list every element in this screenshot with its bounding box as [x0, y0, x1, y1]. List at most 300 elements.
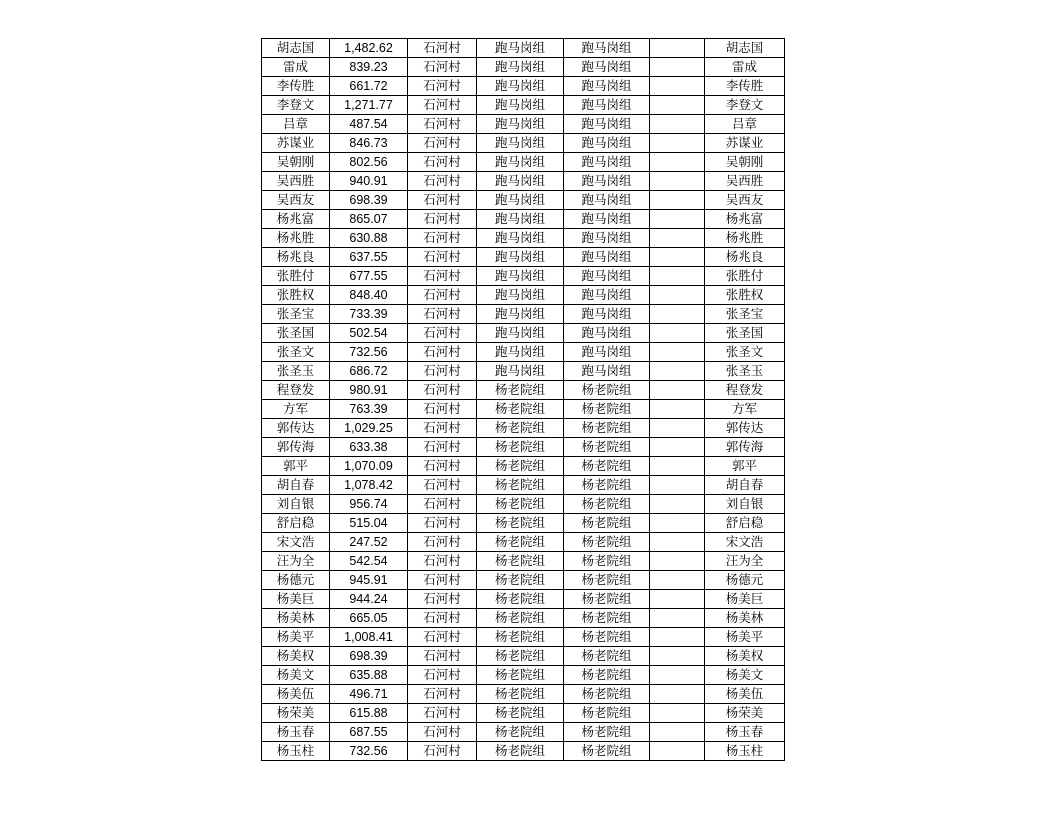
amount-cell: 956.74 — [330, 495, 408, 514]
table-row — [262, 248, 785, 267]
name-cell-2: 杨玉柱 — [705, 742, 785, 761]
village-cell: 石河村 — [408, 457, 477, 476]
village-cell: 石河村 — [408, 267, 477, 286]
amount-cell: 1,482.62 — [330, 39, 408, 58]
name-cell: 郭传达 — [262, 419, 330, 438]
table-row — [262, 400, 785, 419]
group-cell: 杨老院组 — [477, 381, 564, 400]
name-cell: 胡自春 — [262, 476, 330, 495]
group-cell: 跑马岗组 — [477, 115, 564, 134]
amount-cell: 633.38 — [330, 438, 408, 457]
amount-cell: 677.55 — [330, 267, 408, 286]
table-row — [262, 628, 785, 647]
amount-cell: 1,008.41 — [330, 628, 408, 647]
amount-cell: 1,029.25 — [330, 419, 408, 438]
empty-cell — [650, 381, 705, 400]
group-cell: 杨老院组 — [477, 609, 564, 628]
village-cell: 石河村 — [408, 115, 477, 134]
village-cell: 石河村 — [408, 552, 477, 571]
group-cell: 跑马岗组 — [477, 134, 564, 153]
village-cell: 石河村 — [408, 533, 477, 552]
name-cell-2: 杨兆富 — [705, 210, 785, 229]
empty-cell — [650, 666, 705, 685]
group-cell-2: 杨老院组 — [564, 742, 650, 761]
group-cell: 杨老院组 — [477, 704, 564, 723]
name-cell: 苏谋业 — [262, 134, 330, 153]
group-cell-2: 杨老院组 — [564, 723, 650, 742]
group-cell-2: 跑马岗组 — [564, 305, 650, 324]
amount-cell: 1,070.09 — [330, 457, 408, 476]
empty-cell — [650, 191, 705, 210]
group-cell: 杨老院组 — [477, 514, 564, 533]
village-cell: 石河村 — [408, 704, 477, 723]
empty-cell — [650, 628, 705, 647]
empty-cell — [650, 134, 705, 153]
group-cell: 杨老院组 — [477, 438, 564, 457]
name-cell-2: 宋文浩 — [705, 533, 785, 552]
empty-cell — [650, 400, 705, 419]
data-table — [261, 38, 785, 761]
empty-cell — [650, 58, 705, 77]
group-cell-2: 跑马岗组 — [564, 210, 650, 229]
group-cell: 杨老院组 — [477, 476, 564, 495]
group-cell: 跑马岗组 — [477, 153, 564, 172]
group-cell: 跑马岗组 — [477, 39, 564, 58]
village-cell: 石河村 — [408, 381, 477, 400]
amount-cell: 615.88 — [330, 704, 408, 723]
village-cell: 石河村 — [408, 134, 477, 153]
group-cell-2: 跑马岗组 — [564, 267, 650, 286]
empty-cell — [650, 172, 705, 191]
village-cell: 石河村 — [408, 77, 477, 96]
name-cell: 胡志国 — [262, 39, 330, 58]
name-cell-2: 方军 — [705, 400, 785, 419]
name-cell-2: 杨荣美 — [705, 704, 785, 723]
name-cell: 杨兆富 — [262, 210, 330, 229]
group-cell-2: 杨老院组 — [564, 438, 650, 457]
name-cell: 杨美权 — [262, 647, 330, 666]
name-cell-2: 舒启稳 — [705, 514, 785, 533]
name-cell: 张圣文 — [262, 343, 330, 362]
empty-cell — [650, 39, 705, 58]
name-cell: 张圣玉 — [262, 362, 330, 381]
empty-cell — [650, 343, 705, 362]
name-cell: 吴西胜 — [262, 172, 330, 191]
village-cell: 石河村 — [408, 495, 477, 514]
group-cell: 跑马岗组 — [477, 77, 564, 96]
name-cell-2: 张胜付 — [705, 267, 785, 286]
name-cell-2: 胡志国 — [705, 39, 785, 58]
table-row — [262, 96, 785, 115]
empty-cell — [650, 96, 705, 115]
group-cell-2: 跑马岗组 — [564, 324, 650, 343]
table-row — [262, 115, 785, 134]
empty-cell — [650, 286, 705, 305]
group-cell-2: 杨老院组 — [564, 609, 650, 628]
group-cell-2: 跑马岗组 — [564, 229, 650, 248]
village-cell: 石河村 — [408, 590, 477, 609]
group-cell: 跑马岗组 — [477, 172, 564, 191]
group-cell-2: 跑马岗组 — [564, 172, 650, 191]
name-cell: 杨美平 — [262, 628, 330, 647]
amount-cell: 698.39 — [330, 647, 408, 666]
group-cell: 杨老院组 — [477, 723, 564, 742]
group-cell: 跑马岗组 — [477, 305, 564, 324]
group-cell: 杨老院组 — [477, 533, 564, 552]
table-row — [262, 742, 785, 761]
village-cell: 石河村 — [408, 229, 477, 248]
name-cell: 刘自银 — [262, 495, 330, 514]
group-cell: 杨老院组 — [477, 685, 564, 704]
table-row — [262, 647, 785, 666]
village-cell: 石河村 — [408, 362, 477, 381]
group-cell: 跑马岗组 — [477, 96, 564, 115]
group-cell-2: 杨老院组 — [564, 666, 650, 685]
name-cell-2: 杨美权 — [705, 647, 785, 666]
group-cell-2: 杨老院组 — [564, 628, 650, 647]
name-cell-2: 杨德元 — [705, 571, 785, 590]
amount-cell: 839.23 — [330, 58, 408, 77]
name-cell-2: 张圣玉 — [705, 362, 785, 381]
village-cell: 石河村 — [408, 248, 477, 267]
group-cell: 杨老院组 — [477, 552, 564, 571]
name-cell: 张胜权 — [262, 286, 330, 305]
group-cell-2: 跑马岗组 — [564, 191, 650, 210]
group-cell-2: 杨老院组 — [564, 400, 650, 419]
amount-cell: 686.72 — [330, 362, 408, 381]
name-cell: 张圣宝 — [262, 305, 330, 324]
name-cell-2: 吴西友 — [705, 191, 785, 210]
table-body — [262, 39, 785, 761]
village-cell: 石河村 — [408, 286, 477, 305]
group-cell-2: 杨老院组 — [564, 647, 650, 666]
group-cell: 跑马岗组 — [477, 229, 564, 248]
name-cell-2: 刘自银 — [705, 495, 785, 514]
table-row — [262, 134, 785, 153]
name-cell: 杨美林 — [262, 609, 330, 628]
group-cell-2: 跑马岗组 — [564, 248, 650, 267]
table-row — [262, 58, 785, 77]
group-cell: 杨老院组 — [477, 400, 564, 419]
name-cell-2: 吕章 — [705, 115, 785, 134]
group-cell-2: 跑马岗组 — [564, 286, 650, 305]
name-cell-2: 汪为全 — [705, 552, 785, 571]
village-cell: 石河村 — [408, 172, 477, 191]
group-cell-2: 跑马岗组 — [564, 115, 650, 134]
name-cell: 郭传海 — [262, 438, 330, 457]
village-cell: 石河村 — [408, 666, 477, 685]
name-cell-2: 李登文 — [705, 96, 785, 115]
name-cell: 郭平 — [262, 457, 330, 476]
group-cell-2: 跑马岗组 — [564, 362, 650, 381]
table-row — [262, 305, 785, 324]
amount-cell: 698.39 — [330, 191, 408, 210]
table-row — [262, 590, 785, 609]
name-cell: 杨美文 — [262, 666, 330, 685]
name-cell-2: 杨玉春 — [705, 723, 785, 742]
table-row — [262, 457, 785, 476]
empty-cell — [650, 362, 705, 381]
amount-cell: 687.55 — [330, 723, 408, 742]
name-cell-2: 雷成 — [705, 58, 785, 77]
empty-cell — [650, 685, 705, 704]
empty-cell — [650, 571, 705, 590]
group-cell-2: 跑马岗组 — [564, 58, 650, 77]
table-row — [262, 476, 785, 495]
empty-cell — [650, 77, 705, 96]
table-row — [262, 39, 785, 58]
group-cell-2: 杨老院组 — [564, 571, 650, 590]
name-cell-2: 李传胜 — [705, 77, 785, 96]
empty-cell — [650, 723, 705, 742]
group-cell-2: 杨老院组 — [564, 495, 650, 514]
village-cell: 石河村 — [408, 343, 477, 362]
empty-cell — [650, 305, 705, 324]
group-cell-2: 跑马岗组 — [564, 153, 650, 172]
village-cell: 石河村 — [408, 58, 477, 77]
group-cell: 跑马岗组 — [477, 210, 564, 229]
empty-cell — [650, 514, 705, 533]
table-row — [262, 191, 785, 210]
group-cell-2: 跑马岗组 — [564, 134, 650, 153]
name-cell-2: 杨美巨 — [705, 590, 785, 609]
empty-cell — [650, 704, 705, 723]
group-cell: 跑马岗组 — [477, 362, 564, 381]
empty-cell — [650, 115, 705, 134]
name-cell: 方军 — [262, 400, 330, 419]
group-cell-2: 杨老院组 — [564, 514, 650, 533]
village-cell: 石河村 — [408, 609, 477, 628]
name-cell: 李登文 — [262, 96, 330, 115]
table-row — [262, 172, 785, 191]
village-cell: 石河村 — [408, 438, 477, 457]
table-row — [262, 533, 785, 552]
empty-cell — [650, 419, 705, 438]
name-cell: 杨荣美 — [262, 704, 330, 723]
table-row — [262, 571, 785, 590]
table-row — [262, 381, 785, 400]
group-cell: 杨老院组 — [477, 628, 564, 647]
village-cell: 石河村 — [408, 742, 477, 761]
amount-cell: 848.40 — [330, 286, 408, 305]
group-cell: 杨老院组 — [477, 495, 564, 514]
table-row — [262, 419, 785, 438]
amount-cell: 763.39 — [330, 400, 408, 419]
group-cell: 跑马岗组 — [477, 191, 564, 210]
village-cell: 石河村 — [408, 571, 477, 590]
empty-cell — [650, 533, 705, 552]
name-cell-2: 张圣文 — [705, 343, 785, 362]
amount-cell: 944.24 — [330, 590, 408, 609]
amount-cell: 802.56 — [330, 153, 408, 172]
group-cell: 杨老院组 — [477, 419, 564, 438]
amount-cell: 865.07 — [330, 210, 408, 229]
empty-cell — [650, 438, 705, 457]
table-row — [262, 77, 785, 96]
name-cell: 吴朝刚 — [262, 153, 330, 172]
empty-cell — [650, 647, 705, 666]
table-row — [262, 153, 785, 172]
table-row — [262, 666, 785, 685]
group-cell-2: 杨老院组 — [564, 533, 650, 552]
group-cell: 杨老院组 — [477, 647, 564, 666]
name-cell-2: 张圣宝 — [705, 305, 785, 324]
group-cell-2: 杨老院组 — [564, 685, 650, 704]
amount-cell: 980.91 — [330, 381, 408, 400]
table-row — [262, 609, 785, 628]
village-cell: 石河村 — [408, 628, 477, 647]
name-cell-2: 杨美文 — [705, 666, 785, 685]
name-cell: 杨兆胜 — [262, 229, 330, 248]
group-cell-2: 跑马岗组 — [564, 96, 650, 115]
group-cell-2: 杨老院组 — [564, 590, 650, 609]
amount-cell: 635.88 — [330, 666, 408, 685]
table-row — [262, 229, 785, 248]
group-cell: 杨老院组 — [477, 457, 564, 476]
amount-cell: 542.54 — [330, 552, 408, 571]
name-cell-2: 郭传达 — [705, 419, 785, 438]
name-cell: 杨玉柱 — [262, 742, 330, 761]
name-cell-2: 胡自春 — [705, 476, 785, 495]
empty-cell — [650, 210, 705, 229]
name-cell-2: 杨兆良 — [705, 248, 785, 267]
amount-cell: 502.54 — [330, 324, 408, 343]
group-cell: 跑马岗组 — [477, 324, 564, 343]
amount-cell: 247.52 — [330, 533, 408, 552]
village-cell: 石河村 — [408, 324, 477, 343]
empty-cell — [650, 495, 705, 514]
amount-cell: 637.55 — [330, 248, 408, 267]
name-cell: 吴西友 — [262, 191, 330, 210]
group-cell-2: 杨老院组 — [564, 457, 650, 476]
group-cell: 杨老院组 — [477, 742, 564, 761]
village-cell: 石河村 — [408, 210, 477, 229]
village-cell: 石河村 — [408, 685, 477, 704]
table-row — [262, 286, 785, 305]
name-cell: 杨玉春 — [262, 723, 330, 742]
village-cell: 石河村 — [408, 476, 477, 495]
group-cell: 跑马岗组 — [477, 286, 564, 305]
name-cell-2: 苏谋业 — [705, 134, 785, 153]
amount-cell: 661.72 — [330, 77, 408, 96]
amount-cell: 940.91 — [330, 172, 408, 191]
group-cell-2: 杨老院组 — [564, 476, 650, 495]
name-cell: 杨德元 — [262, 571, 330, 590]
amount-cell: 945.91 — [330, 571, 408, 590]
table-row — [262, 514, 785, 533]
name-cell: 汪为全 — [262, 552, 330, 571]
group-cell-2: 跑马岗组 — [564, 343, 650, 362]
group-cell: 杨老院组 — [477, 590, 564, 609]
table-row — [262, 495, 785, 514]
amount-cell: 732.56 — [330, 343, 408, 362]
village-cell: 石河村 — [408, 723, 477, 742]
table-row — [262, 324, 785, 343]
amount-cell: 665.05 — [330, 609, 408, 628]
empty-cell — [650, 229, 705, 248]
table-row — [262, 362, 785, 381]
empty-cell — [650, 552, 705, 571]
group-cell: 跑马岗组 — [477, 248, 564, 267]
group-cell: 跑马岗组 — [477, 343, 564, 362]
village-cell: 石河村 — [408, 400, 477, 419]
table-row — [262, 438, 785, 457]
name-cell: 舒启稳 — [262, 514, 330, 533]
empty-cell — [650, 248, 705, 267]
amount-cell: 846.73 — [330, 134, 408, 153]
name-cell: 张胜付 — [262, 267, 330, 286]
empty-cell — [650, 324, 705, 343]
name-cell: 张圣国 — [262, 324, 330, 343]
amount-cell: 630.88 — [330, 229, 408, 248]
empty-cell — [650, 609, 705, 628]
name-cell: 杨美伍 — [262, 685, 330, 704]
amount-cell: 487.54 — [330, 115, 408, 134]
table-row — [262, 343, 785, 362]
name-cell-2: 郭传海 — [705, 438, 785, 457]
name-cell-2: 杨美平 — [705, 628, 785, 647]
table-row — [262, 723, 785, 742]
name-cell: 雷成 — [262, 58, 330, 77]
name-cell: 李传胜 — [262, 77, 330, 96]
table-row — [262, 704, 785, 723]
group-cell-2: 跑马岗组 — [564, 39, 650, 58]
group-cell-2: 杨老院组 — [564, 381, 650, 400]
group-cell-2: 杨老院组 — [564, 552, 650, 571]
group-cell: 跑马岗组 — [477, 58, 564, 77]
name-cell: 吕章 — [262, 115, 330, 134]
empty-cell — [650, 590, 705, 609]
group-cell: 杨老院组 — [477, 571, 564, 590]
village-cell: 石河村 — [408, 191, 477, 210]
name-cell-2: 张胜权 — [705, 286, 785, 305]
name-cell-2: 吴朝刚 — [705, 153, 785, 172]
name-cell-2: 吴西胜 — [705, 172, 785, 191]
amount-cell: 1,078.42 — [330, 476, 408, 495]
name-cell-2: 杨美林 — [705, 609, 785, 628]
village-cell: 石河村 — [408, 39, 477, 58]
amount-cell: 1,271.77 — [330, 96, 408, 115]
village-cell: 石河村 — [408, 153, 477, 172]
name-cell-2: 郭平 — [705, 457, 785, 476]
village-cell: 石河村 — [408, 96, 477, 115]
village-cell: 石河村 — [408, 419, 477, 438]
group-cell: 杨老院组 — [477, 666, 564, 685]
name-cell: 程登发 — [262, 381, 330, 400]
empty-cell — [650, 153, 705, 172]
name-cell-2: 张圣国 — [705, 324, 785, 343]
village-cell: 石河村 — [408, 647, 477, 666]
group-cell: 跑马岗组 — [477, 267, 564, 286]
empty-cell — [650, 267, 705, 286]
group-cell-2: 杨老院组 — [564, 419, 650, 438]
group-cell-2: 跑马岗组 — [564, 77, 650, 96]
table-row — [262, 685, 785, 704]
table-row — [262, 267, 785, 286]
table-row — [262, 552, 785, 571]
village-cell: 石河村 — [408, 305, 477, 324]
amount-cell: 733.39 — [330, 305, 408, 324]
table-row — [262, 210, 785, 229]
name-cell: 杨兆良 — [262, 248, 330, 267]
amount-cell: 515.04 — [330, 514, 408, 533]
name-cell: 杨美巨 — [262, 590, 330, 609]
empty-cell — [650, 457, 705, 476]
name-cell: 宋文浩 — [262, 533, 330, 552]
village-cell: 石河村 — [408, 514, 477, 533]
name-cell-2: 杨兆胜 — [705, 229, 785, 248]
amount-cell: 732.56 — [330, 742, 408, 761]
